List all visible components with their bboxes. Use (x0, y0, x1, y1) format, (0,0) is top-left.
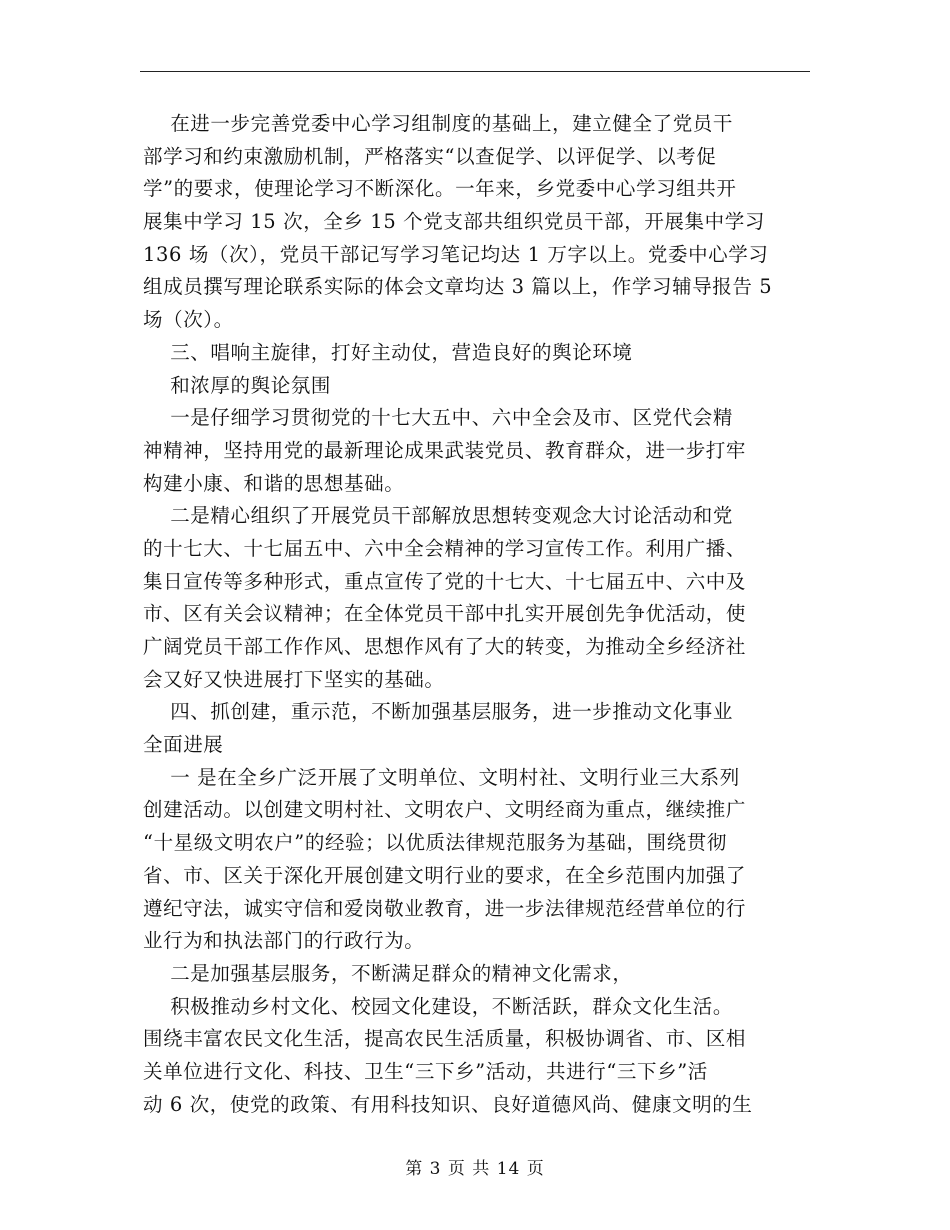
section-heading: 全面进展 (143, 733, 224, 757)
text-line: 二是加强基层服务，不断满足群众的精神文化需求， (143, 961, 633, 985)
section-heading: 和浓厚的舆论氛围 (143, 373, 331, 397)
text-line: 业行为和执法部门的行政行为。 (143, 929, 425, 953)
text-line: 构建小康、和谐的思想基础。 (143, 471, 405, 495)
document-body (143, 108, 823, 1121)
text-line: 神精神，坚持用党的最新理论成果武装党员、教育群众，进一步打牢 (143, 438, 747, 462)
text-line: 136 场（次），党员干部记写学习笔记均达 1 万字以上。党委中心学习 (143, 242, 769, 266)
text-line: 集日宣传等多种形式，重点宣传了党的十七大、十七届五中、六中及 (143, 569, 747, 593)
page-footer: 第 3 页 共 14 页 (405, 1159, 545, 1179)
text-line: 部学习和约束激励机制，严格落实“以查促学、以评促学、以考促 (143, 144, 717, 168)
text-line: 展集中学习 15 次，全乡 15 个党支部共组织党员干部，开展集中学习 (143, 210, 765, 234)
text-line: 一 是在全乡广泛开展了文明单位、文明村社、文明行业三大系列 (143, 765, 740, 789)
text-line: 场（次）。 (143, 308, 234, 332)
text-line: 在进一步完善党委中心学习组制度的基础上，建立健全了党员干 (143, 112, 733, 135)
section-heading: 三、唱响主旋律，打好主动仗，营造良好的舆论环境 (143, 340, 633, 364)
text-line: 学”的要求，使理论学习不断深化。一年来，乡党委中心学习组共开 (143, 177, 737, 201)
text-line: 二是精心组织了开展党员干部解放思想转变观念大讨论活动和党 (143, 504, 733, 528)
text-line: 创建活动。以创建文明村社、文明农户、文明经商为重点，继续推广 (143, 798, 747, 822)
section-heading: 四、抓创建，重示范，不断加强基层服务，进一步推动文化事业 (143, 700, 733, 724)
text-line: 围绕丰富农民文化生活，提高农民生活质量，积极协调省、市、区相 (143, 1027, 747, 1051)
text-line: 市、区有关会议精神；在全体党员干部中扎实开展创先争优活动，使 (143, 602, 747, 626)
text-line: 一是仔细学习贯彻党的十七大五中、六中全会及市、区党代会精 (143, 406, 733, 430)
text-line: 的十七大、十七届五中、六中全会精神的学习宣传工作。利用广播、 (143, 536, 747, 560)
text-line: 会又好又快进展打下坚实的基础。 (143, 667, 445, 691)
text-line: 动 6 次，使党的政策、有用科技知识、良好道德风尚、健康文明的生 (143, 1092, 753, 1116)
text-line: 组成员撰写理论联系实际的体会文章均达 3 篇以上，作学习辅导报告 5 (143, 275, 773, 299)
text-line: 遵纪守法，诚实守信和爱岗敬业教育，进一步法律规范经营单位的行 (143, 896, 747, 920)
text-line: 关单位进行文化、科技、卫生“三下乡”活动，共进行“三下乡”活 (143, 1059, 708, 1083)
text-line: “十星级文明农户”的经验；以优质法律规范服务为基础，围绕贯彻 (143, 831, 727, 855)
text-line: 广阔党员干部工作作风、思想作风有了大的转变，为推动全乡经济社 (143, 635, 747, 658)
header-rule (140, 71, 810, 72)
text-line: 省、市、区关于深化开展创建文明行业的要求，在全乡范围内加强了 (143, 863, 747, 887)
text-line: 积极推动乡村文化、校园文化建设，不断活跃，群众文化生活。 (143, 994, 733, 1018)
